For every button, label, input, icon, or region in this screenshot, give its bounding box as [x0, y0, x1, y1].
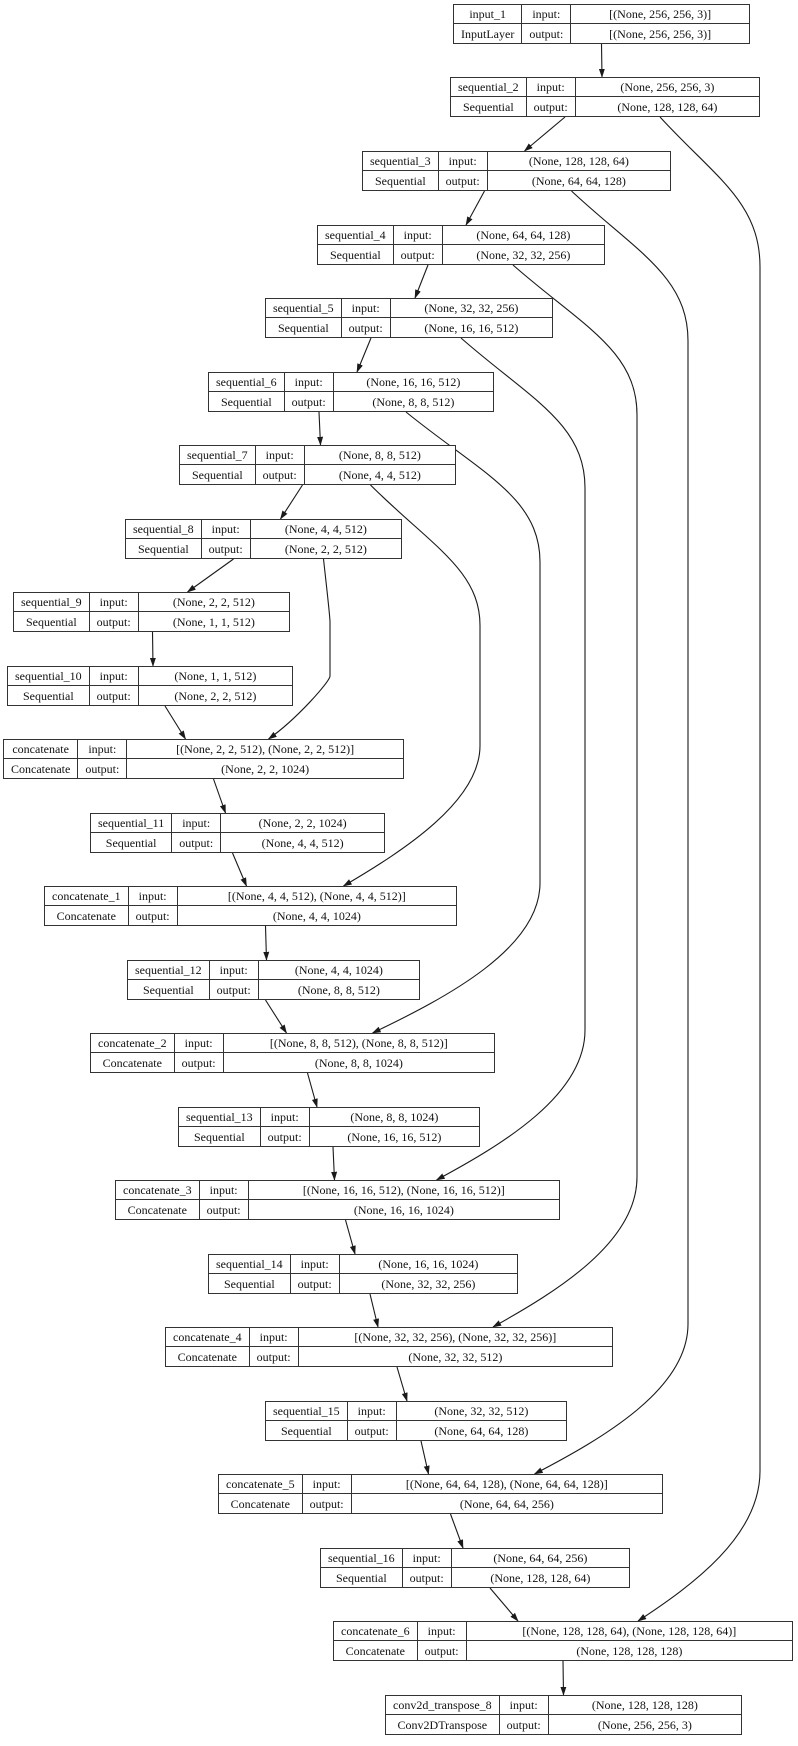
- node-sequential_2: [450, 77, 760, 117]
- node-sequential_11: [90, 813, 385, 853]
- output-shape-value: (None, 2, 2, 512): [284, 541, 367, 556]
- layer-name: sequential_8: [126, 520, 202, 539]
- output-shape-value: (None, 32, 32, 512): [408, 1349, 503, 1364]
- layer-name: sequential_11: [91, 814, 172, 833]
- input-shape-value: (None, 32, 32, 512): [397, 1402, 566, 1421]
- input-shape-value: (None, 8, 8, 1024): [310, 1108, 479, 1127]
- output-label: output:: [256, 465, 305, 484]
- input-label: input:: [250, 1328, 299, 1347]
- node-conv2d_transpose_8: [385, 1695, 742, 1735]
- output-label: output:: [418, 1641, 467, 1660]
- input-label: input:: [527, 78, 576, 97]
- input-label: input:: [90, 593, 139, 612]
- input-label: input:: [303, 1475, 352, 1494]
- output-shape-value: (None, 4, 4, 1024): [272, 908, 361, 923]
- output-label: output:: [210, 980, 259, 999]
- node-concatenate_5: [218, 1474, 663, 1514]
- layer-name: sequential_12: [128, 961, 210, 980]
- output-label: output:: [250, 1347, 299, 1366]
- layer-name: sequential_7: [180, 446, 256, 465]
- output-shape-value: (None, 2, 2, 512): [174, 688, 257, 703]
- output-label: output:: [202, 539, 251, 558]
- layer-name: sequential_2: [451, 78, 527, 97]
- output-label: output:: [78, 759, 127, 778]
- input-label: input:: [285, 373, 334, 392]
- output-shape-value: (None, 16, 16, 512): [347, 1129, 442, 1144]
- node-concatenate_4: [165, 1327, 613, 1367]
- input-label: input:: [348, 1402, 397, 1421]
- node-input_1: [453, 4, 750, 44]
- layer-type: Concatenate: [166, 1347, 250, 1366]
- input-label: input:: [261, 1108, 310, 1127]
- node-sequential_16: [320, 1548, 630, 1588]
- layer-name: sequential_15: [266, 1402, 348, 1421]
- input-label: input:: [522, 5, 571, 24]
- layer-type: Sequential: [321, 1568, 403, 1587]
- layer-type: Sequential: [8, 686, 90, 705]
- output-shape-value: (None, 32, 32, 256): [381, 1276, 476, 1291]
- output-shape-value: (None, 2, 2, 1024): [221, 761, 310, 776]
- layer-name: concatenate_5: [219, 1475, 303, 1494]
- input-label: input:: [500, 1696, 549, 1715]
- output-label: output:: [348, 1421, 397, 1440]
- layer-name: concatenate_1: [45, 887, 129, 906]
- input-shape-value: [(None, 128, 128, 64), (None, 128, 128, 64)]: [467, 1622, 792, 1641]
- output-label: output:: [439, 171, 488, 190]
- layer-type: Sequential: [14, 612, 90, 631]
- layer-type: Sequential: [179, 1127, 261, 1146]
- output-label: output:: [500, 1715, 549, 1734]
- input-shape-value: (None, 16, 16, 512): [334, 373, 493, 392]
- input-label: input:: [394, 226, 443, 245]
- output-shape-value: (None, 128, 128, 64): [617, 99, 718, 114]
- layer-type: Sequential: [126, 539, 202, 558]
- layer-type: Sequential: [363, 171, 439, 190]
- node-sequential_7: [179, 445, 456, 485]
- layer-type: Sequential: [180, 465, 256, 484]
- input-shape-value: (None, 128, 128, 64): [488, 152, 670, 171]
- input-shape-value: (None, 4, 4, 1024): [259, 961, 419, 980]
- output-shape-value: (None, 64, 64, 256): [459, 1496, 554, 1511]
- layer-type: Sequential: [266, 318, 342, 337]
- layer-type: Concatenate: [116, 1200, 200, 1219]
- input-label: input:: [342, 299, 391, 318]
- node-sequential_9: [13, 592, 290, 632]
- node-concatenate: [3, 739, 404, 779]
- node-sequential_14: [208, 1254, 518, 1294]
- output-label: output:: [527, 97, 576, 116]
- output-shape-value: (None, 1, 1, 512): [172, 614, 255, 629]
- output-shape-value: (None, 64, 64, 128): [434, 1423, 529, 1438]
- node-sequential_13: [178, 1107, 480, 1147]
- input-shape-value: [(None, 8, 8, 512), (None, 8, 8, 512)]: [224, 1034, 494, 1053]
- input-shape-value: (None, 1, 1, 512): [139, 667, 292, 686]
- input-shape-value: (None, 64, 64, 256): [452, 1549, 629, 1568]
- node-sequential_8: [125, 519, 402, 559]
- layer-name: sequential_10: [8, 667, 90, 686]
- output-shape-value: (None, 64, 64, 128): [531, 173, 626, 188]
- input-shape-value: (None, 16, 16, 1024): [340, 1255, 517, 1274]
- input-shape-value: (None, 256, 256, 3): [576, 78, 759, 97]
- layer-name: concatenate_3: [116, 1181, 200, 1200]
- output-shape-value: (None, 16, 16, 512): [424, 320, 519, 335]
- output-shape-value: (None, 256, 256, 3): [597, 1717, 692, 1732]
- input-shape-value: [(None, 4, 4, 512), (None, 4, 4, 512)]: [178, 887, 456, 906]
- layer-type: Concatenate: [45, 906, 129, 925]
- output-shape-value: (None, 8, 8, 512): [372, 394, 455, 409]
- output-label: output:: [90, 686, 139, 705]
- output-label: output:: [303, 1494, 352, 1513]
- node-sequential_3: [362, 151, 671, 191]
- layer-type: Concatenate: [4, 759, 78, 778]
- output-shape-value: (None, 4, 4, 512): [338, 467, 421, 482]
- layer-type: Concatenate: [91, 1053, 175, 1072]
- output-label: output:: [522, 24, 571, 43]
- output-shape-value: (None, 128, 128, 64): [490, 1570, 591, 1585]
- input-shape-value: [(None, 2, 2, 512), (None, 2, 2, 512)]: [127, 740, 403, 759]
- input-label: input:: [210, 961, 259, 980]
- input-label: input:: [78, 740, 127, 759]
- output-label: output:: [175, 1053, 224, 1072]
- node-sequential_6: [208, 372, 494, 412]
- layer-type: Sequential: [451, 97, 527, 116]
- node-concatenate_2: [90, 1033, 495, 1073]
- input-shape-value: (None, 64, 64, 128): [443, 226, 604, 245]
- layer-name: sequential_4: [318, 226, 394, 245]
- input-shape-value: [(None, 64, 64, 128), (None, 64, 64, 128)]: [352, 1475, 662, 1494]
- layer-type: Conv2DTranspose: [386, 1715, 500, 1734]
- input-shape-value: (None, 128, 128, 128): [549, 1696, 741, 1715]
- input-label: input:: [129, 887, 178, 906]
- layer-name: concatenate: [4, 740, 78, 759]
- output-shape-value: (None, 128, 128, 128): [576, 1643, 683, 1658]
- output-shape-value: (None, 8, 8, 1024): [314, 1055, 403, 1070]
- input-shape-value: [(None, 16, 16, 512), (None, 16, 16, 512)]: [249, 1181, 559, 1200]
- layer-name: sequential_14: [209, 1255, 291, 1274]
- layer-name: input_1: [454, 5, 522, 24]
- input-shape-value: (None, 32, 32, 256): [391, 299, 552, 318]
- output-shape-value: (None, 32, 32, 256): [476, 247, 571, 262]
- layer-type: Concatenate: [219, 1494, 303, 1513]
- layer-name: concatenate_2: [91, 1034, 175, 1053]
- output-label: output:: [403, 1568, 452, 1587]
- layer-type: Sequential: [209, 392, 285, 411]
- input-label: input:: [200, 1181, 249, 1200]
- input-label: input:: [418, 1622, 467, 1641]
- node-sequential_10: [7, 666, 293, 706]
- layer-type: InputLayer: [454, 24, 522, 43]
- output-label: output:: [200, 1200, 249, 1219]
- node-sequential_15: [265, 1401, 567, 1441]
- output-label: output:: [90, 612, 139, 631]
- node-concatenate_3: [115, 1180, 560, 1220]
- input-label: input:: [403, 1549, 452, 1568]
- layer-name: sequential_13: [179, 1108, 261, 1127]
- output-shape-value: (None, 8, 8, 512): [297, 982, 380, 997]
- output-label: output:: [291, 1274, 340, 1293]
- output-shape-value: [(None, 256, 256, 3)]: [609, 26, 712, 41]
- node-sequential_12: [127, 960, 420, 1000]
- layer-type: Sequential: [266, 1421, 348, 1440]
- input-label: input:: [291, 1255, 340, 1274]
- input-label: input:: [439, 152, 488, 171]
- layer-name: concatenate_6: [334, 1622, 418, 1641]
- input-shape-value: [(None, 32, 32, 256), (None, 32, 32, 256)]: [299, 1328, 612, 1347]
- layer-type: Sequential: [318, 245, 394, 264]
- input-shape-value: (None, 2, 2, 1024): [221, 814, 384, 833]
- node-concatenate_1: [44, 886, 457, 926]
- input-label: input:: [90, 667, 139, 686]
- input-shape-value: [(None, 256, 256, 3)]: [571, 5, 749, 24]
- output-shape-value: (None, 16, 16, 1024): [353, 1202, 454, 1217]
- layer-name: sequential_16: [321, 1549, 403, 1568]
- layer-type: Sequential: [128, 980, 210, 999]
- input-label: input:: [256, 446, 305, 465]
- input-shape-value: (None, 8, 8, 512): [305, 446, 455, 465]
- output-label: output:: [285, 392, 334, 411]
- node-sequential_4: [317, 225, 605, 265]
- layer-name: conv2d_transpose_8: [386, 1696, 500, 1715]
- layer-type: Concatenate: [334, 1641, 418, 1660]
- output-label: output:: [129, 906, 178, 925]
- layer-type: Sequential: [91, 833, 172, 852]
- input-shape-value: (None, 4, 4, 512): [251, 520, 401, 539]
- output-label: output:: [394, 245, 443, 264]
- input-label: input:: [202, 520, 251, 539]
- input-shape-value: (None, 2, 2, 512): [139, 593, 289, 612]
- node-sequential_5: [265, 298, 553, 338]
- output-label: output:: [342, 318, 391, 337]
- output-shape-value: (None, 4, 4, 512): [261, 835, 344, 850]
- input-label: input:: [175, 1034, 224, 1053]
- layer-name: sequential_6: [209, 373, 285, 392]
- layer-name: concatenate_4: [166, 1328, 250, 1347]
- layer-name: sequential_3: [363, 152, 439, 171]
- layer-name: sequential_5: [266, 299, 342, 318]
- output-label: output:: [172, 833, 221, 852]
- output-label: output:: [261, 1127, 310, 1146]
- node-concatenate_6: [333, 1621, 793, 1661]
- layer-type: Sequential: [209, 1274, 291, 1293]
- layer-name: sequential_9: [14, 593, 90, 612]
- input-label: input:: [172, 814, 221, 833]
